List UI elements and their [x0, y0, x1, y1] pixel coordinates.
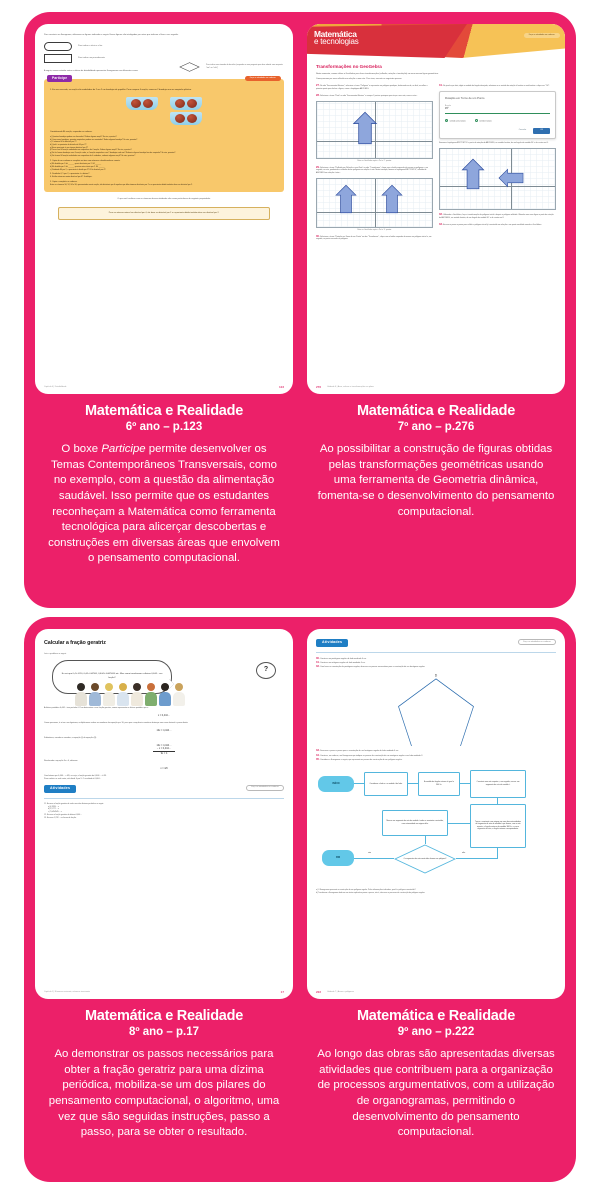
page7-footer-left: Unidade 6 | Área, volume e transformações no plano [327, 386, 374, 389]
caption-body-6 [45, 442, 283, 567]
legend-diamond-label: Para indicar uma tomada de decisão (responder a uma pergunta que deve admitir uma resposta "sim" ou "não") [206, 64, 283, 69]
legend-row-oval [44, 42, 284, 51]
page-thumbnail-8-ano[interactable] [35, 629, 293, 999]
participe-item-d: d) Qual é o quociente da divisão de 84 por 2? [50, 143, 87, 146]
flow-box-4: Traçar a semirreta com origem em uma das extremidades do segmento de reta de medida ℓ que formar, com a reta suporte, o ângulo externo de medida 360°/n, e com o segmento de reta, o ângulo interno correspondente. [470, 804, 526, 848]
caption-subtitle-7: 7º ano – p.276 [397, 421, 475, 434]
page9-item-34-text: Construa, no caderno, um fluxograma que indique os passos da construção de um eneágono regular com lado medindo 3. [320, 754, 423, 757]
page7-step-27 [316, 84, 433, 91]
radio-off-icon [475, 119, 478, 122]
legend-rect-label: Para indicar um procedimento. [78, 57, 106, 60]
radio-horario-label: sentido horário [479, 120, 492, 123]
page6-conclusion-text: Para um número natural ser divisível por 4, ele deve ser divisível por 2 e o quociente obtido também deve ser divisível por 2. [108, 211, 220, 214]
polygon-arrow-figure-3 [381, 184, 403, 214]
page9-item-a: a) O fluxograma apresenta a construção de um polígono regular. Pelas informações indicadas, qual é o polígono construído? [316, 888, 416, 891]
caption-9-ano [307, 999, 565, 1145]
page7-note-after: Fizemos o heptágono A'B'C'D'E'F'G' a partir da rotação de ABCDEFG, no sentido horário, de um ângulo de medida 90° e de centro em K. [439, 141, 549, 144]
caption-body-6-pre: O boxe [61, 443, 102, 456]
page8-eq1: x = 0,444… [157, 713, 171, 717]
participe-question-2: 2. Copie de seu caderno e complete os itens com números classificando-os correta. [50, 160, 121, 163]
student-4 [116, 683, 129, 706]
page7-step-28-text: Selecione o ícone "Reta" na aba "Ferramentas Básicas" e marque 2 pontos quaisquer para traçar uma reta, como a reta r. [320, 94, 418, 97]
participe-box [44, 75, 284, 192]
page7-number: 276 [316, 385, 322, 390]
participe-question-3: 3. Dividindo 4, 5 por 2, o quociente é o divisor? [50, 173, 90, 176]
flow-label-yes: sim [368, 851, 371, 854]
page7-step-28-num: 28. [316, 93, 320, 97]
page8-eq6: x = 4/9 [160, 766, 168, 770]
page8-activity-13: 13. Escreva 1,232… na forma de fração. [44, 817, 77, 820]
caption-body-6-italic: Participe [101, 443, 146, 456]
students-illustration [74, 680, 276, 706]
page9-item-32-text: Com base na construção do pentágono regular, descreva os passos necessários para a construção de um decágono regular. [320, 666, 426, 669]
cell-6-ano [35, 24, 293, 598]
page7-fig-caption-2: Reta no GeoGebra após o Pré e 3ª pontos. [357, 228, 392, 231]
caption-title-9: Matemática e Realidade [356, 1008, 516, 1025]
student-3 [102, 683, 115, 706]
atividades-note-9: Faça as atividades no caderno. [518, 639, 556, 645]
page8-activity-11c: c) 7,0454545… = [48, 811, 62, 814]
flow-decision-node [394, 844, 456, 874]
student-2 [88, 683, 101, 706]
banner-line-1: Matemática [314, 29, 357, 39]
caption-title-7: Matemática e Realidade [356, 403, 516, 419]
atividades-divider-8 [44, 796, 284, 799]
participe-subitem-a: a) 84 dividido por 2 dá ______ quant divisíveis por 2. 84 ______ [50, 163, 102, 166]
page7-step-27-num: 27. [316, 84, 320, 88]
participe-item-g: g) Se for formar bandejas com 3 maçãs cada, e 4 maçãs saquinhos com 2 bandejas cada um? Sobraria alguma bandeja fora do saquinho? Se sim, quantas? [50, 151, 176, 154]
page7-section-title: Transformações no GeoGebra [316, 64, 382, 69]
polygon-arrow-figure-2 [335, 184, 357, 214]
atividades-tab-8: Atividades [44, 785, 76, 793]
flow-box-3: Construir uma reta suporte s, em seguida, marcar um segmento de reta de medida ℓ. [470, 770, 526, 798]
page7-step-29-num: 29. [316, 165, 320, 169]
svg-text:D: D [434, 673, 438, 678]
caption-7-ano [307, 394, 565, 524]
page8-activity-12: 12. Escreva a fração geratriz da dízima 0,444… [44, 814, 83, 817]
caption-6-ano [35, 394, 293, 571]
polygon-arrow-figure-1 [352, 111, 378, 145]
page9-footer [316, 990, 556, 995]
page8-footer-left: Capítulo 1 | Números racionais, números irracionais [44, 991, 90, 994]
cell-8-ano [35, 629, 293, 1172]
atividades-divider-9 [316, 650, 556, 653]
page8-section-title: Calcular a fração geratriz [44, 640, 106, 647]
page8-p1: A dízima periódica 0,444... tem período 4. Para determinar a sua fração geratriz, vamos representar a dízima periódica por x. [44, 706, 149, 709]
caption-body-7: Ao possibilitar a construção de figuras obtidas pelas transformações geométricas usando uma ferramenta de Geometria dinâmica, fomenta-se o desenvolvimento do pensamento computacional. [317, 443, 555, 518]
tray-one [126, 97, 158, 125]
page7-step-32 [439, 213, 556, 220]
flow-box-1: Considerar o lado n e a medida ℓ do lado. [364, 772, 408, 796]
rotation-dialog[interactable] [439, 91, 556, 138]
page7-col-left [316, 84, 433, 241]
geogebra-plot-3 [439, 148, 556, 210]
page7-footer [316, 385, 556, 390]
page9-item-30-text: Construa um pentágono regular de lado medindo 4 cm. [320, 658, 367, 661]
cell-9-ano [307, 629, 565, 1172]
page7-step-33 [439, 223, 556, 227]
participe-consider: Considerando 84 maçãs, responda no caderno. [50, 130, 93, 133]
dialog-ok-button[interactable]: OK [533, 128, 550, 134]
rectangle-shape-icon [44, 54, 72, 63]
panel-row-1 [24, 12, 576, 608]
page9-item-33-num: 33. [316, 749, 320, 753]
page6-footer [44, 385, 284, 390]
page8-p4: Resolvendo a equação 9x = 4, obtemos: [44, 759, 78, 762]
dialog-angle-label: Ângulo [445, 104, 451, 107]
dialog-angle-input[interactable]: 45° [445, 107, 550, 114]
page9-items-bottom [316, 889, 556, 895]
page8-p3: Subtraímos, membro a membro, a equação (I) da equação (II): [44, 736, 97, 739]
student-1 [74, 683, 87, 706]
page7-fig-caption-1: Reta no GeoGebra após a Pré e 2ª pontos. [357, 159, 392, 162]
participe-question-1: 1. Em um mercado, as maçãs são embaladas de 2 em 2 em bandejas de papelão. Para comprar 4 maçãs, usam-se 2 bandejas em um saquinho plástico. [50, 88, 192, 91]
page6-number: 123 [278, 385, 284, 390]
page7-step-33-text: Escreva o passo a passo para refletir o polígono inicial já construído em relação a um ponto escolhido usando o GeoGebra. [443, 223, 542, 226]
page9-item-31-text: Construa um octógono regular de lado medindo 4 cm. [320, 662, 366, 665]
radio-anti-horario[interactable] [445, 119, 466, 124]
page9-atividades-header [316, 639, 556, 647]
atividades-note-8: Faça as atividades no caderno. [246, 785, 284, 791]
caption-title-6: Matemática e Realidade [84, 403, 244, 419]
student-5 [130, 683, 143, 706]
page9-footer-left: Unidade 7 | Áreas e polígonos [327, 991, 354, 994]
flow-label-no: não [462, 851, 466, 854]
page9-items-top [316, 657, 556, 669]
participe-items [50, 136, 278, 158]
page8-eq3: 10x = 4,444… [156, 743, 172, 747]
banner-note: Faça as atividades no caderno. [524, 33, 560, 38]
caption-body-9: Ao longo das obras são apresentadas diversas atividades que contribuem para a organização de processos argumentativos, com a utilização de organogramas, permitindo o desenvolvimento do pensamento computacional. [317, 1048, 555, 1139]
flowchart [316, 766, 556, 884]
page8-activity-11: 11. Escreva a fração geratriz de cada uma das dízimas periódicas a seguir. [44, 802, 104, 805]
page7-intro-1: Neste momento, vamos utilizar o GeoGebra para fazer transformações (reflexão, rotação e translação) em uma mesma figura geométrica. [316, 73, 439, 76]
participe-subitem-c: c) Dividindo 84 por 2, o quociente é dividir por 2? 63 é divisível por 4? [50, 168, 106, 171]
page7-step-31-text: Na janela que abrir, digite a medida do ângulo desejada, selecione-se o sentido da rotação é horário ou anti-horário e clique em "OK". [443, 85, 550, 88]
student-6 [144, 683, 157, 706]
flow-start-node: INÍCIO [318, 776, 354, 792]
page9-item-b: b) Transforme o fluxograma dado em um texto explicativo passo a passo, isto é, descreva o processo de construção do polígono regular. [316, 891, 425, 894]
cell-7-ano [307, 24, 565, 598]
dialog-title: Rotação em Torno de um Ponto [445, 96, 485, 101]
polygon-arrow-figure-4 [461, 158, 485, 190]
row-2 [24, 617, 576, 1182]
page7-step-32-num: 32. [439, 213, 443, 217]
page8-illustration [46, 660, 282, 704]
page6-conclusion-box [58, 207, 270, 220]
page6-conclusion-intro: O que você verificou com os números dessas atividades são casos particulares da seguinte propriedade: [117, 197, 211, 200]
page7-step-32-text: Utilizando o GeoGebra, faça a transformação do polígono inicial e depois o polígono refletido. Obtenha uma nova figura a partir da rotação de ABCDEFG, no sentido horário, de um ângulo de medida 90° e de centro em K. [439, 214, 554, 220]
page7-step-30-text: Selecione o ícone "Rotação em Torno de um Ponto" na aba "Transformar", clique com o botão esquerdo do mouse no polígono inicial e, em seguida, no ponto marcado no polígono. [316, 235, 432, 241]
participe-note: Faça as atividades no caderno. [245, 76, 281, 81]
polygon-arrow-figure-5 [498, 167, 524, 189]
page9-item-32 [316, 665, 556, 669]
radio-anti-horario-label: sentido anti-horário [449, 120, 466, 123]
page7-step-30 [316, 235, 433, 242]
page7-step-33-num: 33. [439, 222, 443, 226]
page8-intro: Leia o problema a seguir. [44, 652, 67, 655]
participe-item-f: f) Pense nas 84 maçãs embaladas em saquinhos de 4 maçãs. Sobra alguma maçã? Se sim, quantas? [50, 149, 132, 152]
page8-p6: Para conferir se está certo, etá dividir 4 por 9. O resultado é 0,444… [44, 777, 102, 780]
page9-item-35-num: 35. [316, 757, 320, 761]
participe-item-a: a) Quantas bandejas podem ser formadas? Sobra alguma maçã? Se sim, quantas? [50, 135, 117, 138]
participe-subitems [50, 163, 278, 171]
flow-box-5: Marcar um segmento de reta de medida ℓ sobre a semirreta construída, com extremidade na origem dela. [382, 810, 448, 836]
caption-body-8: Ao demonstrar os passos necessários para obter a fração geratriz para uma dízima periódica, mobiliza-se um dos pilares do pensamento computacional, o algoritmo, uma vez que são seguidas instruções, passo a passo, para se obter o resultado. [48, 1048, 280, 1139]
page9-items-mid [316, 749, 556, 761]
page7-step-27-text: Na aba "Ferramentas Básicas", selecione o ícone "Polígono" e represente um polígono qualquer, lembrando-se de, ao final, escolher o primeiro ponto para fechar a figura, como o heptágono ABCDEFG. [316, 85, 428, 91]
speech-bubble-text: Eu sei que 0,4 é 4/10, 0,44 é 44/100, 0,444 é 444/1000 etc. Mas como transformar a dízima 0,444... em fração? [61, 673, 163, 679]
page7-col-right [439, 84, 556, 241]
page-thumbnail-7-ano[interactable] [307, 24, 565, 394]
page9-item-35-text: Considere o fluxograma a seguir, que apresenta os passos de construção de um polígono regular. [320, 758, 403, 761]
page9-item-34-num: 34. [316, 753, 320, 757]
flow-decision-text: Os segmentos de reta construídos formam um polígono? [403, 857, 447, 860]
page7-step-30-num: 30. [316, 234, 320, 238]
participe-item-e: e) Esse quociente é um número divisível por 2? [50, 146, 88, 149]
page9-item-33-text: Descreva o passo a passo para a construção de um hexágono regular de lado medindo 4 cm. [320, 750, 399, 753]
participe-question-5: 5. Copie e complete no caderno. [50, 181, 78, 184]
pentagon-figure [316, 672, 556, 746]
panel-row-2 [24, 617, 576, 1182]
matematica-tecnologias-banner [307, 24, 565, 58]
page8-activity-list [44, 803, 284, 820]
participe-subitem-b: b) 84 dividido por 2 dá ______ quantos entre totais por 2. 84 ______ [50, 165, 105, 168]
caption-subtitle-9: 9º ano – p.222 [397, 1026, 475, 1039]
participe-item-b: b) Com essas bandejas, quantos saquinhos podem ser montados? Sobra alguma bandeja? Se sim, quantas? [50, 138, 138, 141]
page8-subtraction [44, 744, 284, 756]
participe-question-4: 4. Estão números maior divisível por 4? Justifique. [50, 176, 93, 179]
caption-8-ano [35, 999, 293, 1145]
oval-shape-icon [44, 42, 72, 51]
flow-box-2: A medida do ângulo externo é igual a 360°/n. [418, 772, 460, 796]
apple-tray-illustration [50, 97, 278, 125]
radio-horario[interactable] [475, 119, 492, 124]
page9-number: 222 [316, 990, 322, 995]
banner-title [314, 30, 359, 46]
page7-step-29-text: Selecione o ícone "Reflexão em Relação a uma Reta" na aba "Transformar", clique com o botão esquerdo do mouse no polígono e, em seguida, na reta, produzindo a reflexão desse polígono em relação à reta. Neste exemplo, fizemos o heptágono A'B'C'D'E'F'G', refletido de ABCDEFG em relação à reta r. [316, 166, 428, 175]
page8-activity-11a: a) 0,3333… = [48, 805, 59, 808]
radio-on-icon [445, 119, 448, 122]
geogebra-plot-2 [316, 178, 433, 228]
page6-footer-left: Capítulo 4 | Divisibilidade [44, 386, 67, 389]
page8-footer [44, 990, 284, 995]
student-7 [158, 683, 171, 706]
question-mark-bubble-icon: ? [256, 662, 276, 679]
page-thumbnail-9-ano[interactable] [307, 629, 565, 999]
page8-number: 17 [280, 990, 284, 995]
banner-line-2: e tecnologias [314, 37, 359, 47]
page7-step-31 [439, 84, 556, 88]
page9-item-35 [316, 758, 556, 762]
page-thumbnail-6-ano[interactable] [35, 24, 293, 394]
page8-eq4: − x = 0,444… [153, 747, 175, 752]
caption-body-6-post: permite desenvolver os Temas Contemporâneos Transversais, como no exemplo, com a questão da alimentação saudável. Isso permite que os estudantes reconheçam a Matemática como ferramenta tecnológica para alicerçar descobertas e construções em diversas áreas que envolvem o pensamento computacional. [48, 443, 280, 565]
row-1 [24, 12, 576, 608]
dialog-radio-group[interactable] [445, 119, 550, 124]
page7-step-28 [316, 94, 433, 98]
caption-title-8: Matemática e Realidade [84, 1008, 244, 1025]
flow-end-node: FIM [322, 850, 354, 866]
atividades-tab-9: Atividades [316, 639, 348, 647]
diamond-shape-icon [179, 61, 200, 73]
page9-item-31-num: 31. [316, 661, 320, 665]
page8-eq5: 9x = 4 [160, 752, 168, 756]
page7-intro-2: Começaremos por uma reflexão em relação a uma reta. Para isso, execute os seguintes passos: [316, 78, 402, 81]
participe-item-h: h) Se formar 84 maçãs embaladas em saquinhos de 4 unidades, sobraria alguma maçã? Se sim, quantas? [50, 154, 136, 157]
geogebra-plot-1 [316, 101, 433, 159]
participe-item-c: c) O número 84 é divisível por 2? [50, 141, 77, 144]
page8-p2: Como operamos, é só em um algarismo, multiplicamos ambos os membros da equação por 10, para que a sequência numérica destaque uma casa decimal a prova direita. [44, 721, 189, 724]
dialog-cancel-button[interactable]: Cancelar [518, 128, 527, 131]
caption-subtitle-6: 6º ano – p.123 [125, 421, 203, 434]
tray-two [170, 97, 202, 125]
page7-step-29 [316, 166, 433, 175]
legend-oval-label: Para indicar o início e o fim. [78, 45, 103, 48]
page7-step-31-num: 31. [439, 84, 443, 88]
page8-atividades-header [44, 785, 284, 793]
participe-question-5-text: Entre os números 50, 52, 84 e 96, apresentados nesta seção, são divisíveis por 4 aqueles que dão números divisíveis por 2 e os quociente obtido também dava ser divisível por 2. [50, 184, 193, 187]
page8-p5: Concluímos que 0,444… = 4/9, ou seja, a fração geratriz de 0,444… é 4/9. [44, 774, 107, 777]
student-8 [172, 683, 185, 706]
page6-intro-1: Para construir um fluxograma, utilizamos as figuras indicadas a seguir. Essas figuras são interligadas por setas que indicam o fluxo a ser seguido. [44, 34, 179, 36]
page9-item-30-num: 30. [316, 657, 320, 661]
dialog-buttons [445, 128, 550, 134]
page7-columns [316, 84, 556, 241]
page8-activity-11b: b) 2,5777… = [48, 808, 59, 811]
page9-item-32-num: 32. [316, 665, 320, 669]
participe-tab-label: Participe [47, 75, 72, 82]
page8-eq2: 10x = 4,444… [156, 728, 172, 732]
caption-subtitle-8: 8º ano – p.17 [128, 1026, 200, 1039]
legend-row-diamond [179, 61, 284, 73]
page6-intro-2: A seguir, vamos estudar outros critérios de divisibilidade apresentar fluxogramas nos diferentes casos. [44, 70, 139, 73]
